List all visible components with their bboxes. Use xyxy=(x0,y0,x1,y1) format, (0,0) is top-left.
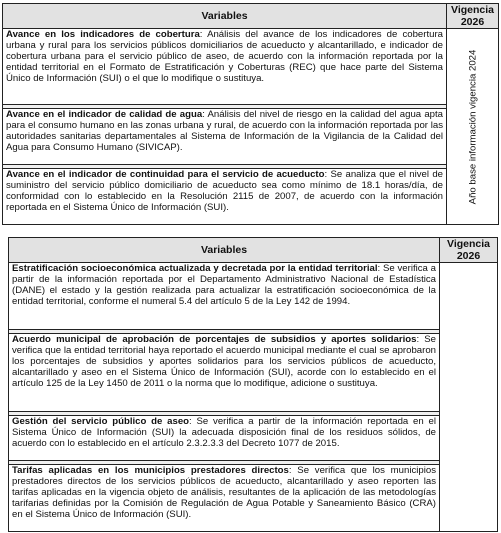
variables-header: Variables xyxy=(3,4,447,29)
vigencia-label: Vigencia xyxy=(451,4,494,16)
vigencia-label: Vigencia xyxy=(447,238,490,250)
variable-description: : Análisis del avance de los indicadores de cobertura urbana y rural para los servicios públicos domiciliarios de acueducto y alcantarillado, e indicador de cobertura urbana para el servicio público de aseo, de acuerdo con la información reportada por la entidad territorial en el Formato de Estratificación y Coberturas (REC) que hace parte del Sistema Único de Información (SUI) o el que lo modifique o sustituya. xyxy=(6,29,443,85)
variable-description: : Se analiza que el nivel de suministro del servicio público domiciliario de acueducto sea como mínimo de 18.1 horas/día, de conformidad con lo establecido en la Resolución 2115 de 2007, de acuerdo con la información reportada en el Sistema Único de Información (SUI). xyxy=(6,169,443,214)
vigencia-year: 2026 xyxy=(460,16,485,28)
vigencia-empty-cell xyxy=(440,263,498,532)
variable-description: : Se verifica que la entidad territorial haya reportado el acuerdo municipal mediante el cual se aprobaron los porcentajes de subsidios y aportes solidarios para los servicios públicos de acueducto, alcantarillado y aseo en el Sistema Único de Información (SUI), acorde con lo establecido en el artículo 125 de la Ley 1450 de 2011 o la norma que lo modifique, adicione o sustituya. xyxy=(12,334,436,390)
base-year-cell xyxy=(447,29,499,225)
variable-row xyxy=(3,29,447,105)
variable-title: Avance en los indicadores de cobertura xyxy=(6,29,200,40)
variable-title: Avance en el indicador de continuidad para el servicio de acueducto xyxy=(6,169,325,180)
vigencia-header xyxy=(447,4,499,29)
variable-row xyxy=(9,263,440,330)
variable-description: : Se verifica a partir de la información reportada en el Sistema Único de Información (SUI) la adecuada disposición final de los residuos sólidos, de acuerdo con lo establecido en el artículo 2.3.2.3.3 del Decreto 1077 de 2015. xyxy=(12,416,437,450)
variable-description: : Se verifica que los municipios prestadores directos de los servicios públicos de acueducto, alcantarillado y aseo reporten las tarifas aplicadas en la vigencia objeto de análisis, resultantes de la aplicación de las metodologías tarifarias definidas por la Comisión de Regulación de Agua Potable y Saneamiento Básico (CRA) en el Sistema Único de Información (SUI). xyxy=(12,465,436,521)
variable-row xyxy=(9,334,440,412)
variable-row xyxy=(3,169,447,225)
variable-row xyxy=(9,416,440,461)
variables-table-2 xyxy=(8,237,498,532)
variable-description: : Análisis del nivel de riesgo en la calidad del agua apta para el consumo humano en las zonas urbana y rural, de acuerdo con la información reportada por las autoridades sanitarias departamentales al Sistema de Información de la Vigilancia de la Calidad del Agua para Consumo Humano (SIVICAP). xyxy=(6,109,443,154)
variables-table-1 xyxy=(2,3,499,225)
variable-title: Tarifas aplicadas en los municipios prestadores directos xyxy=(12,465,289,476)
variable-title: Acuerdo municipal de aprobación de porcentajes de subsidios y aportes solidarios xyxy=(12,334,417,345)
variable-description: : Se verifica a partir de la información reportada por el Departamento Administrativo Nacional de Estadística (DANE) el estado y la gestión realizada para actualizar la estratificación socioeconómica de la entidad territorial, conforme el numeral 5.4 del artículo 5 de la Ley 142 de 1994. xyxy=(12,263,436,308)
vigencia-year: 2026 xyxy=(456,250,481,262)
variable-title: Estratificación socioeconómica actualizada y decretada por la entidad territorial xyxy=(12,263,378,274)
variable-row xyxy=(9,465,440,532)
variable-title: Avance en el indicador de calidad de agua xyxy=(6,109,203,120)
vigencia-header xyxy=(440,238,498,263)
variables-header: Variables xyxy=(9,238,440,263)
base-year-note: Año base información vigencia 2024 xyxy=(467,49,478,204)
variable-title: Gestión del servicio público de aseo xyxy=(12,416,190,427)
variable-row xyxy=(3,109,447,165)
